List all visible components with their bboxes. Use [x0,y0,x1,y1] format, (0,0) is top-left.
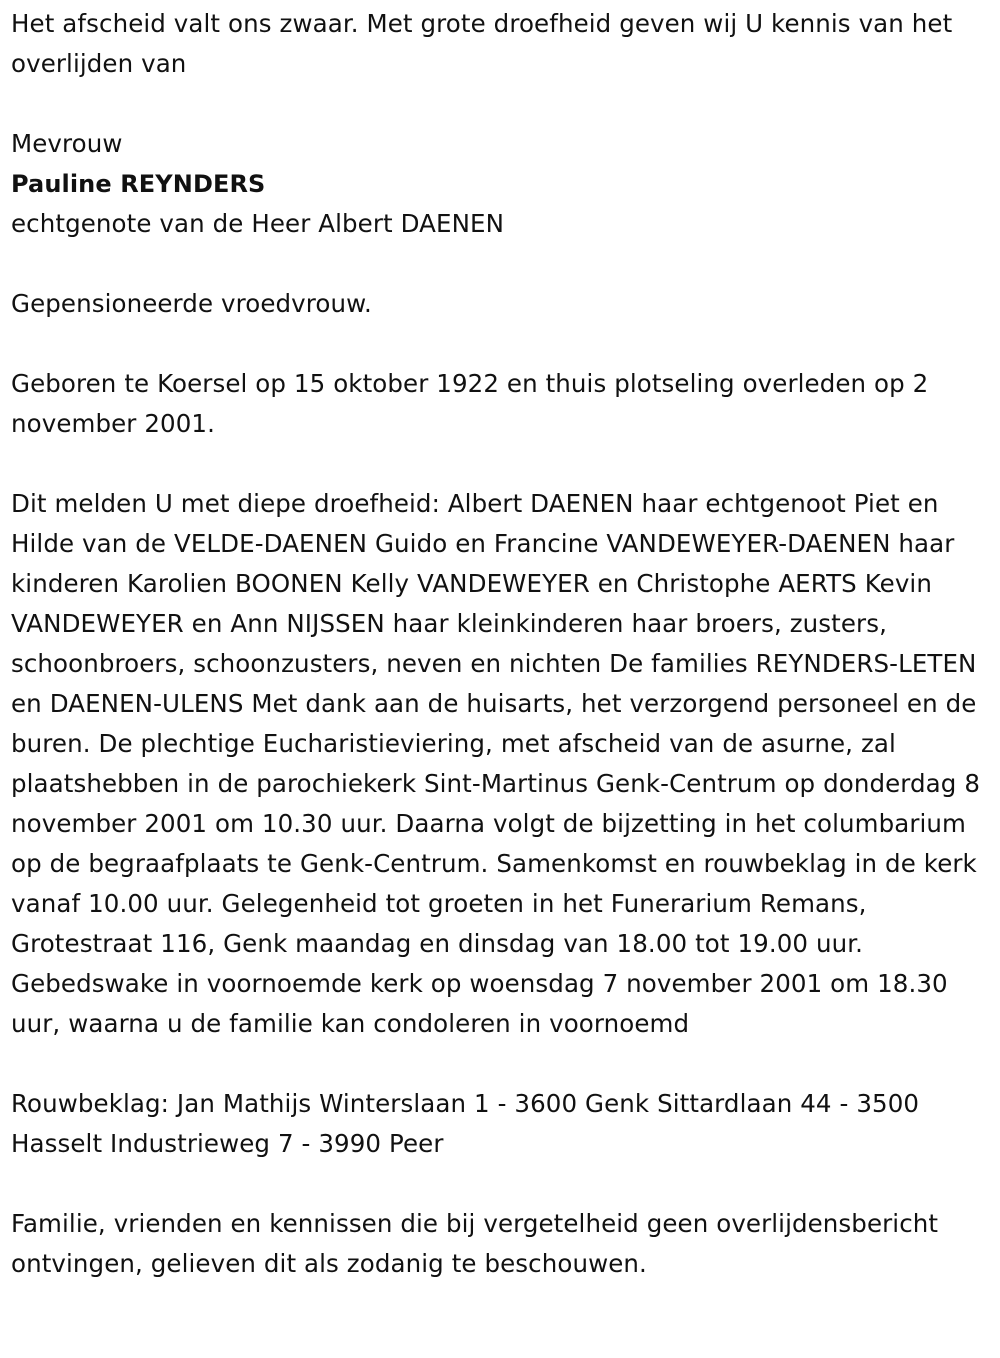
spacer [11,84,991,124]
intro-paragraph: Het afscheid valt ons zwaar. Met grote droefheid geven wij U kennis van het overlijden van [11,9,953,78]
spacer [11,1044,991,1084]
main-paragraph: Dit melden U met diepe droefheid: Albert DAENEN haar echtgenoot Piet en Hilde van de VELDE-DAENEN Guido en Francine VANDEWEYER-DAENEN haar kinderen Karolien BOONEN Kelly VANDEWEYER en Christophe AERTS Kevin VANDEWEYER en Ann NIJSSEN haar kleinkinderen haar broers, zusters, schoonbroers, schoonzusters, neven en nichten De families REYNDERS-LETEN en DAENEN-ULENS Met dank aan de huisarts, het verzorgend personeel en de buren. De plechtige Eucharistieviering, met afscheid van de asurne, zal plaatshebben in de parochiekerk Sint-Martinus Genk-Centrum op donderdag 8 november 2001 om 10.30 uur. Daarna volgt de bijzetting in het columbarium op de begraafplaats te Genk-Centrum. Samenkomst en rouwbeklag in de kerk vanaf 10.00 uur. Gelegenheid tot groeten in het Funerarium Remans, Grotestraat 116, Genk maandag en dinsdag van 18.00 tot 19.00 uur. Gebedswake in voornoemde kerk op woensdag 7 november 2001 om 18.30 uur, waarna u de familie kan condoleren in voornoemd [11,489,981,1038]
obituary-notice [11,4,991,1284]
spacer [11,324,991,364]
spacer [11,1164,991,1204]
spacer [11,244,991,284]
occupation: Gepensioneerde vroedvrouw. [11,289,372,318]
deceased-name: Pauline REYNDERS [11,170,266,198]
birth-death-paragraph: Geboren te Koersel op 15 oktober 1922 en thuis plotseling overleden op 2 november 2001. [11,369,929,438]
closing-paragraph: Familie, vrienden en kennissen die bij vergetelheid geen overlijdensbericht ontvingen, gelieven dit als zodanig te beschouwen. [11,1209,939,1278]
spacer [11,444,991,484]
condolences-paragraph: Rouwbeklag: Jan Mathijs Winterslaan 1 - 3600 Genk Sittardlaan 44 - 3500 Hasselt Industrieweg 7 - 3990 Peer [11,1089,920,1158]
salutation: Mevrouw [11,129,123,158]
spouse-line: echtgenote van de Heer Albert DAENEN [11,209,505,238]
